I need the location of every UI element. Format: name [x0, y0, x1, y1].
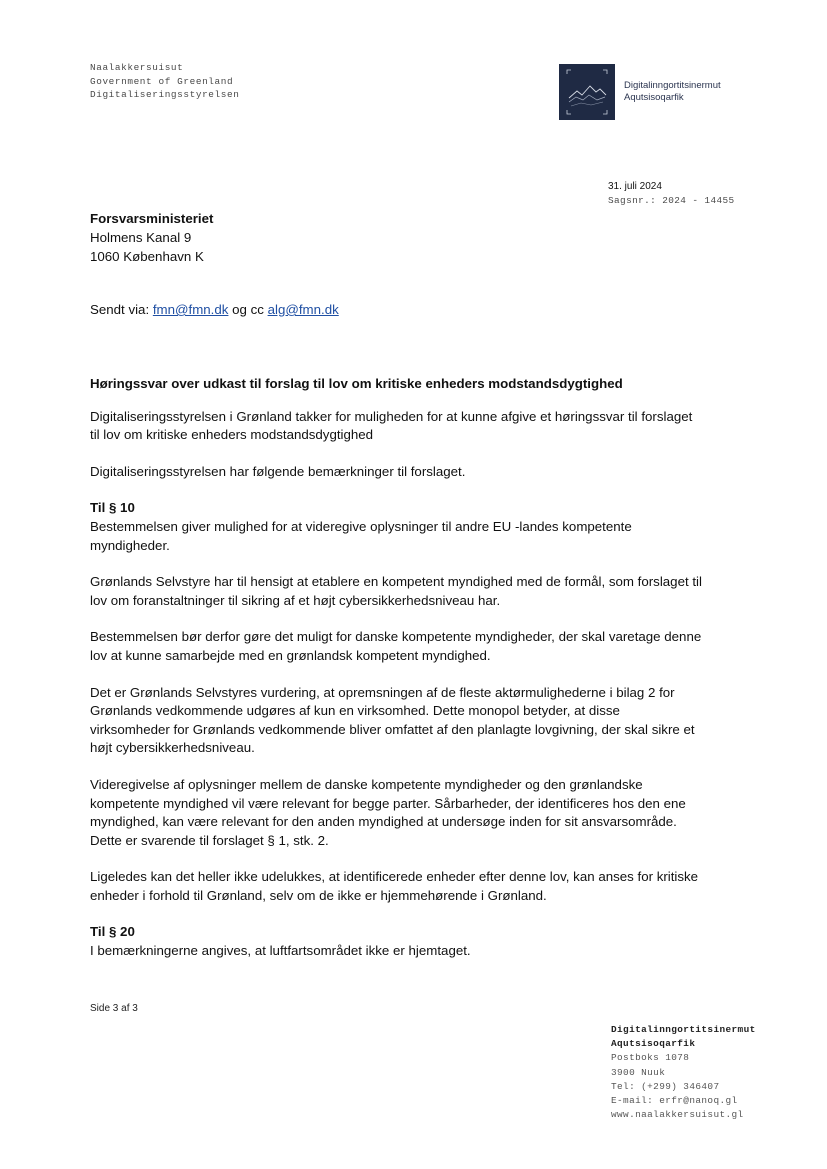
footer-phone: Tel: (+299) 346407: [611, 1080, 720, 1092]
recipient-address: [90, 209, 213, 266]
footer-agency-line2: Aqutsisoqarfik: [611, 1038, 696, 1050]
sender-line-agency: Digitaliseringsstyrelsen: [90, 89, 240, 100]
recipient-name: Forsvarsministeriet: [90, 211, 214, 226]
section-10-paragraph-1: Bestemmelsen giver mulighed for at videregive oplysninger til andre EU -landes kompetente myndigheder.: [90, 518, 632, 553]
sent-via-middle: og cc: [228, 302, 268, 317]
page-number: Side 3 af 3: [90, 1003, 138, 1014]
case-number: Sagsnr.: 2024 - 14455: [608, 195, 735, 206]
footer-website: www.naalakkersuisut.gl: [611, 1109, 744, 1121]
section-10-paragraph-6: Ligeledes kan det heller ikke udelukkes, at identificerede enheder efter denne lov, kan anses for kritiske enheder i forhold til Grønland, selv om de ikke er hjemmehørende i Grønland.: [90, 869, 699, 903]
sent-via-line: [90, 300, 339, 319]
sender-line-government: Government of Greenland: [90, 75, 234, 87]
footer-contact: [611, 1023, 756, 1122]
section-heading-10: Til § 10: [90, 500, 135, 516]
section-10-paragraph-2: Grønlands Selvstyre har til hensigt at etablere en kompetent myndighed med de formål, som forslaget til lov om foranstaltninger til sikring af et højt cybersikkerhedsniveau har.: [90, 574, 702, 608]
recipient-street: Holmens Kanal 9: [90, 230, 192, 245]
date-block: [608, 180, 735, 208]
section-10-paragraph-4: Det er Grønlands Selvstyres vurdering, at opremsningen af de fleste aktørmulighederne i bilag 2 for Grønlands vedkommende udgøres af kun en virksomhed. Dette monopol betyder, at disse virksomheder for Grønlands vedkommende bliver omfattet af den planlagte lovgivning, der skal sikre et højt cybersikkerhedsniveau.: [90, 684, 695, 756]
logo-text-line1: Digitalinngortitsinermut: [624, 80, 721, 91]
section-heading-20: Til § 20: [90, 924, 135, 940]
logo-text-line2: Aqutsisoqarfik: [624, 92, 684, 103]
letter-body: [90, 375, 702, 979]
sender-block: [90, 61, 239, 102]
section-20-paragraph-1: I bemærkningerne angives, at luftfartsområdet ikke er hjemtaget.: [90, 943, 471, 959]
section-10-paragraph-5: Videregivelse af oplysninger mellem de danske kompetente myndigheder og den grønlandske kompetente myndighed vil være relevant for begge parter. Sårbarheder, der identificeres hos den ene myndighed, kan være relevant for den anden myndighed at undersøge inden for sit ansvarsområde. Dette er svarende til forslaget § 1, stk. 2.: [90, 776, 686, 848]
recipient-city: 1060 København K: [90, 249, 204, 264]
footer-city: 3900 Nuuk: [611, 1066, 666, 1078]
sent-via-prefix: Sendt via:: [90, 302, 153, 317]
email-link-fmn[interactable]: fmn@fmn.dk: [152, 302, 229, 317]
sender-line-naalakkersuisut: Naalakkersuisut: [90, 62, 184, 73]
intro-paragraph-2: Digitaliseringsstyrelsen har følgende bemærkninger til forslaget.: [90, 463, 466, 479]
footer-agency-line1: Digitalinngortitsinermut: [611, 1024, 756, 1035]
mountain-logo-icon: [559, 64, 615, 120]
email-link-alg[interactable]: alg@fmn.dk: [267, 302, 339, 317]
footer-email: E-mail: erfr@nanoq.gl: [611, 1095, 738, 1107]
letter-title: Høringssvar over udkast til forslag til lov om kritiske enheders modstandsdygtighed: [90, 376, 623, 391]
footer-postbox: Postboks 1078: [611, 1052, 690, 1064]
letter-date: 31. juli 2024: [608, 181, 662, 192]
section-10-paragraph-3: Bestemmelsen bør derfor gøre det muligt for danske kompetente myndigheder, der skal varetage denne lov at kunne samarbejde med en grønlandsk kompetent myndighed.: [90, 629, 702, 663]
logo-text: [624, 80, 721, 104]
intro-paragraph-1: Digitaliseringsstyrelsen i Grønland takker for muligheden for at kunne afgive et høringssvar til forslaget til lov om kritiske enheders modstandsdygtighed: [90, 408, 693, 443]
